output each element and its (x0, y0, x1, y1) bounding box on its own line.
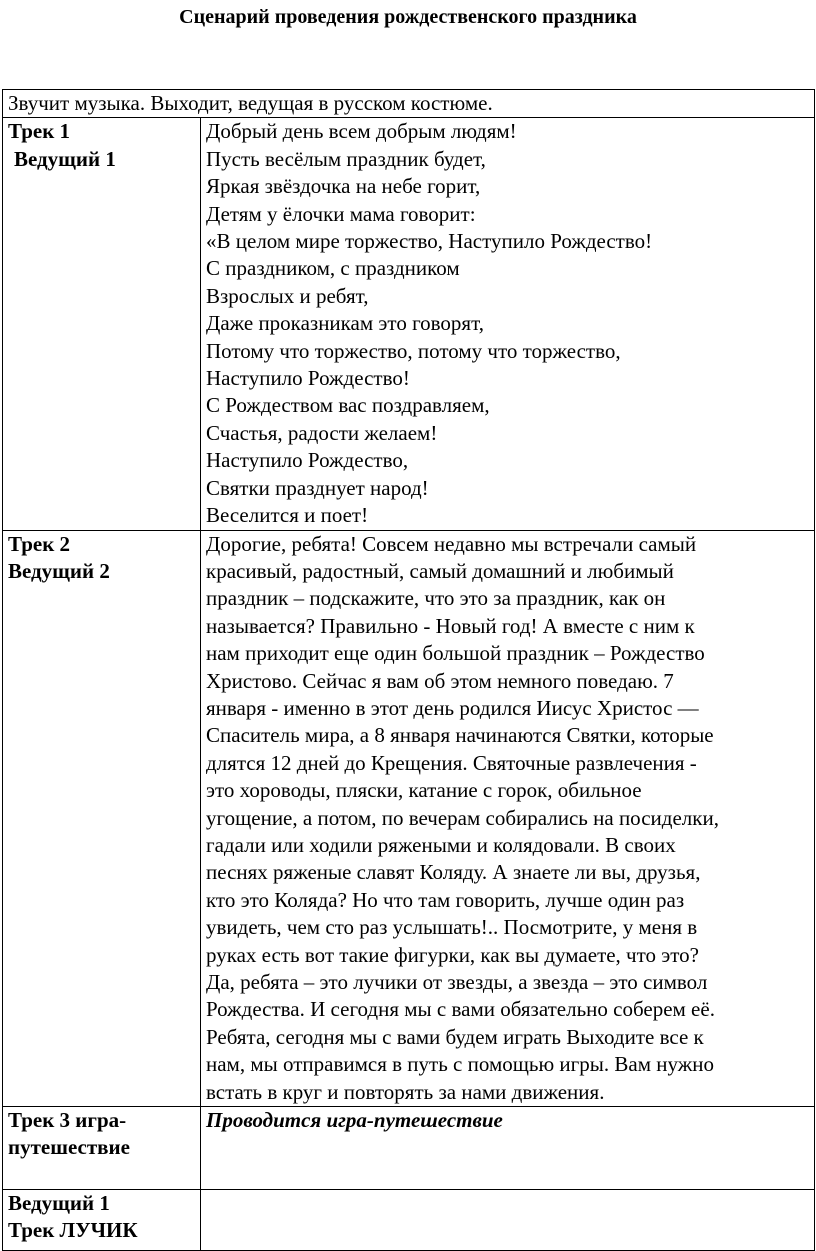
speech-line: гадали или ходили ряжеными и колядовали. В своих (206, 832, 676, 857)
empty-cell (201, 1190, 815, 1251)
track-label: Трек 1 (8, 119, 71, 144)
track-label-cell (3, 530, 201, 1107)
speech-line: праздник – подскажите, что это за праздник, как он (206, 586, 666, 611)
game-instruction: Проводится игра-путешествие (206, 1108, 503, 1133)
speech-line: января - именно в этот день родился Иисус Христос — (206, 695, 699, 720)
table-row (3, 530, 815, 1107)
speech-line: красивый, радостный, самый домашний и любимый (206, 558, 674, 583)
host-label: Ведущий 1 (8, 1191, 110, 1216)
verse-line: Пусть весёлым праздник будет, (206, 146, 486, 171)
track-label-cell (3, 1190, 201, 1251)
speech-line: кто это Коляда? Но что там говорить, лучше один раз (206, 887, 685, 912)
speech-cell (201, 530, 815, 1107)
host-label: Ведущий 1 (14, 146, 116, 171)
intro-row (3, 90, 815, 118)
speech-line: называется? Правильно - Новый год! А вместе с ним к (206, 613, 695, 638)
track-label-cell (3, 1107, 201, 1190)
table-row (3, 1107, 815, 1190)
verse-cell (201, 118, 815, 530)
verse-line: Потому что торжество, потому что торжество, (206, 338, 621, 363)
track-label-cell (3, 118, 201, 530)
verse-line: Яркая звёздочка на небе горит, (206, 174, 481, 199)
instruction-cell (201, 1107, 815, 1190)
verse-line: Святки празднует народ! (206, 475, 429, 500)
table-row (3, 1190, 815, 1251)
speech-line: песнях ряженые славят Коляду. А знаете ли вы, друзья, (206, 860, 701, 885)
verse-line: Наступило Рождество, (206, 448, 409, 473)
speech-line: руках есть вот такие фигурки, как вы думаете, что это? (206, 942, 700, 967)
verse-line: Детям у ёлочки мама говорит: (206, 201, 476, 226)
speech-line: Ребята, сегодня мы с вами будем играть Выходите все к (206, 1024, 704, 1049)
document-title: Сценарий проведения рождественского праздника (179, 6, 637, 28)
speech-line: Рождества. И сегодня мы с вами обязательно соберем её. (206, 997, 715, 1022)
host-label: Ведущий 2 (8, 558, 110, 583)
verse-line: Веселится и поет! (206, 503, 369, 528)
verse-line: С праздником, с праздником (206, 256, 460, 281)
verse-line: Наступило Рождество! (206, 366, 410, 391)
speech-line: Спаситель мира, а 8 января начинаются Святки, которые (206, 723, 714, 748)
track-label: Трек 2 (8, 531, 71, 556)
intro-cell: Звучит музыка. Выходит, ведущая в русском костюме. (3, 90, 815, 118)
speech-line: увидеть, чем сто раз услышать!.. Посмотрите, у меня в (206, 915, 698, 940)
speech-line: длятся 12 дней до Крещения. Святочные развлечения - (206, 750, 697, 775)
track-label: Трек 3 игра- (8, 1108, 127, 1133)
verse-line: «В целом мире торжество, Наступило Рождество! (206, 229, 653, 254)
speech-line: Дорогие, ребята! Совсем недавно мы встречали самый (206, 531, 697, 556)
table-row (3, 118, 815, 530)
track-label-continued: путешествие (8, 1135, 130, 1160)
speech-line: нам, мы отправимся в путь с помощью игры. Вам нужно (206, 1052, 714, 1077)
speech-line: Христово. Сейчас я вам об этом немного поведаю. 7 (206, 668, 674, 693)
speech-line: Да, ребята – это лучики от звезды, а звезда – это символ (206, 970, 708, 994)
verse-line: С Рождеством вас поздравляем, (206, 393, 490, 418)
speech-line: это хороводы, пляски, катание с горок, обильное (206, 778, 642, 803)
speech-line: угощение, а потом, по вечерам собирались на посиделки, (206, 805, 719, 830)
speech-line: нам приходит еще один большой праздник – Рождество (206, 641, 705, 666)
verse-line: Даже проказникам это говорят, (206, 311, 484, 336)
track-label: Трек ЛУЧИК (8, 1218, 138, 1243)
speech-line: встать в круг и повторять за нами движения. (206, 1079, 605, 1104)
script-table (2, 89, 815, 1251)
verse-line: Добрый день всем добрым людям! (206, 119, 517, 144)
verse-line: Взрослых и ребят, (206, 283, 369, 308)
verse-line: Счастья, радости желаем! (206, 420, 438, 445)
